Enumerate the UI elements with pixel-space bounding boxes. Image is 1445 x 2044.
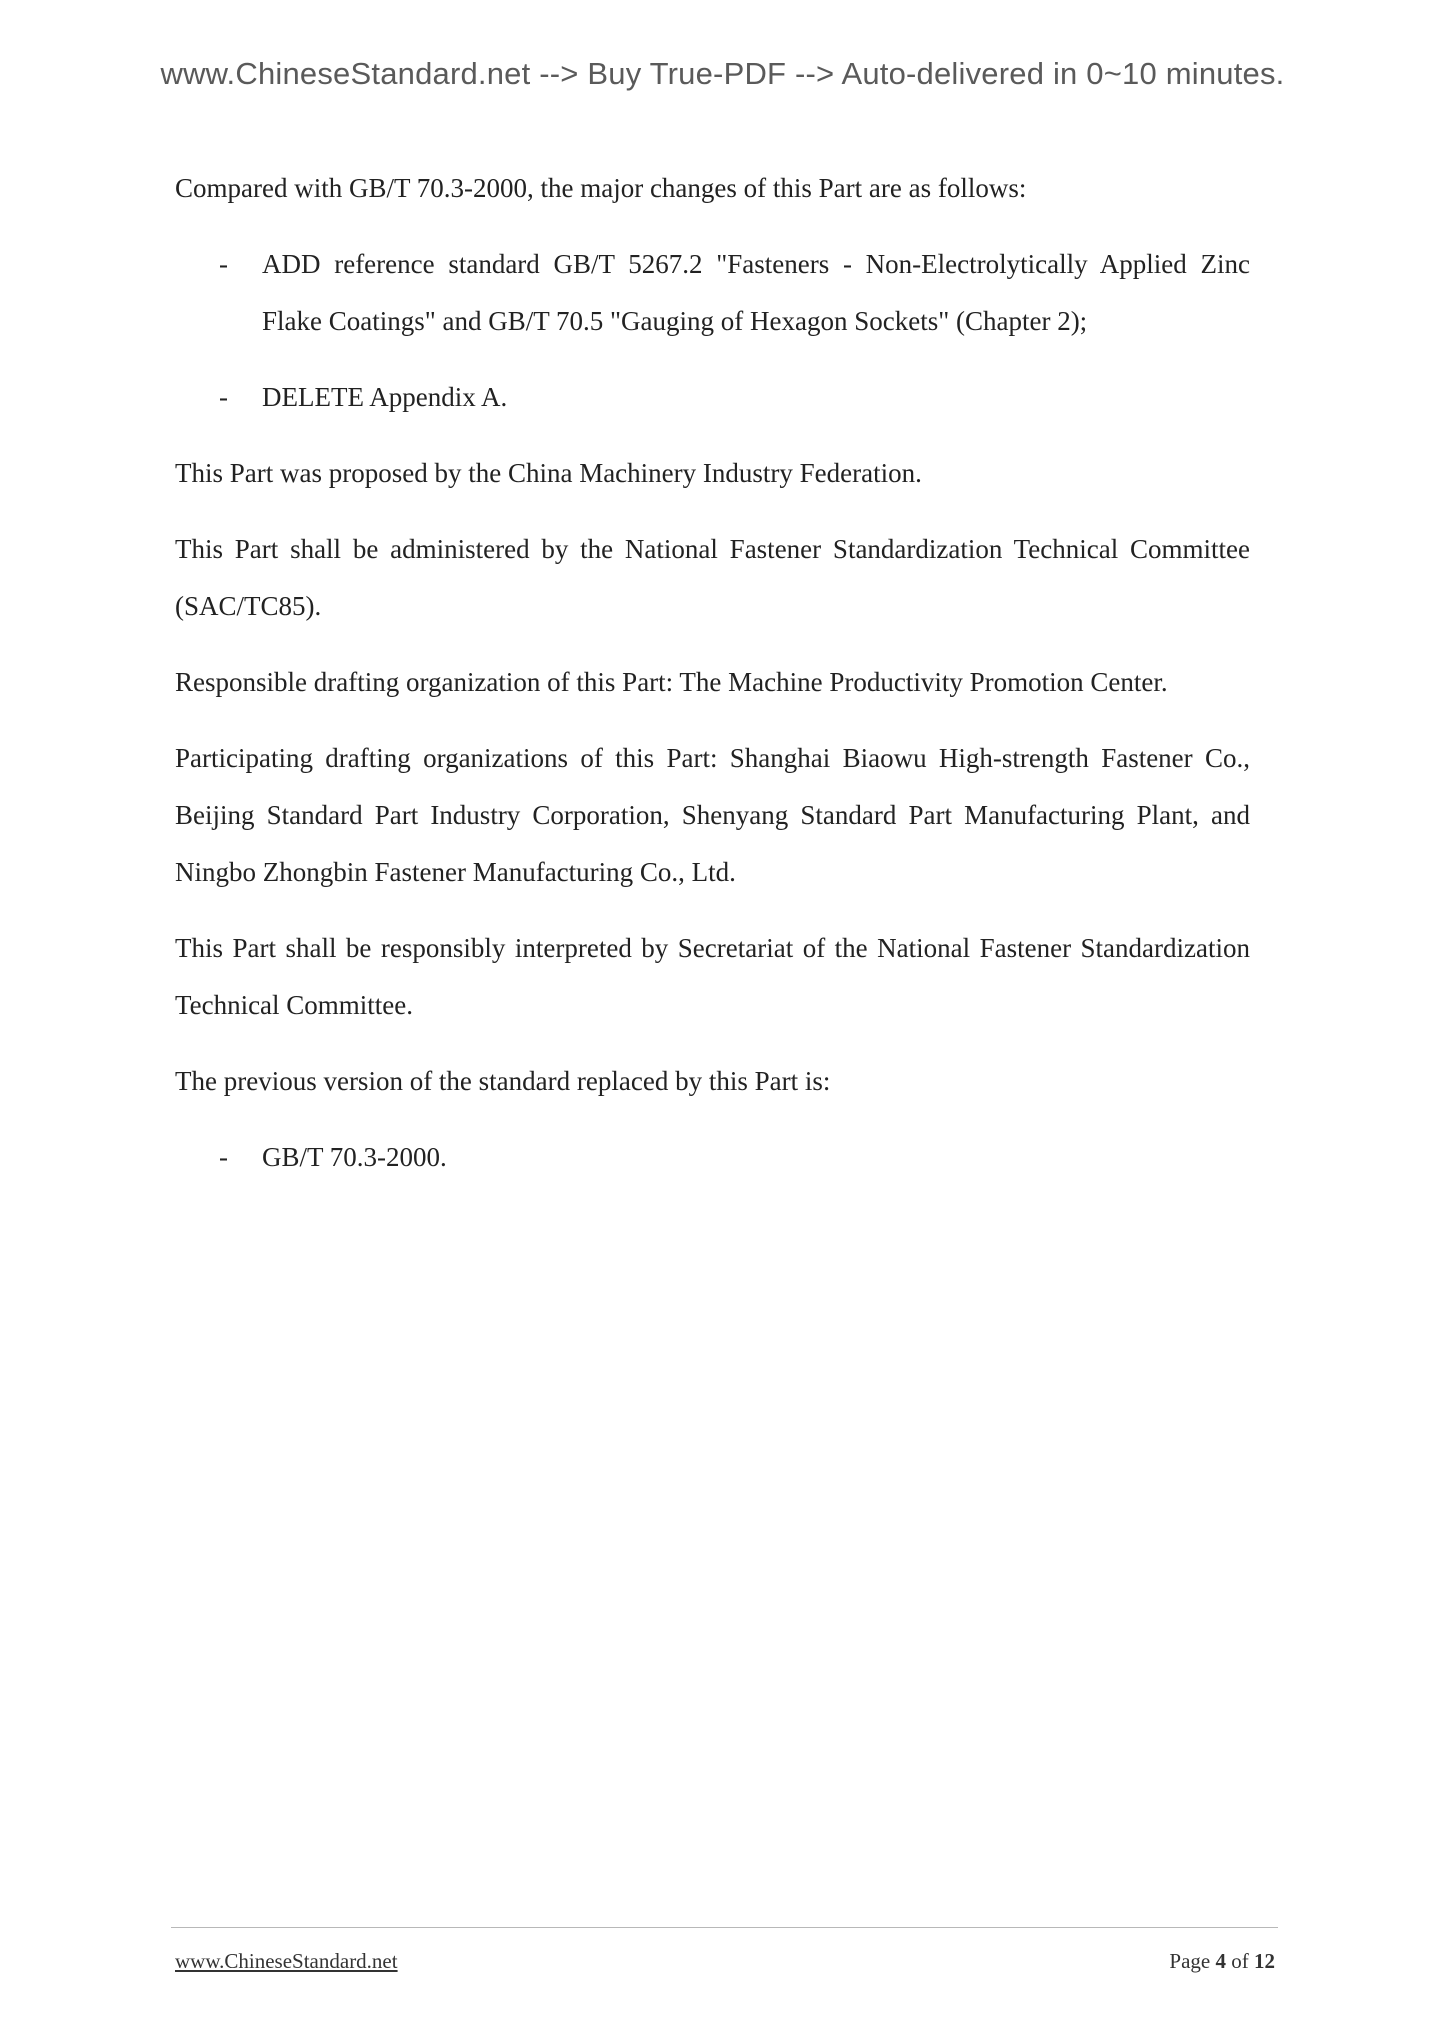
previous-version-intro: The previous version of the standard replaced by this Part is: xyxy=(175,1066,831,1096)
list-dash: - xyxy=(219,249,228,279)
proposed-paragraph: This Part was proposed by the China Machinery Industry Federation. xyxy=(175,458,922,488)
list-dash: - xyxy=(219,1142,228,1172)
change-list-item xyxy=(175,369,1250,426)
page-number xyxy=(1169,1949,1275,1974)
page-current: 4 xyxy=(1215,1949,1226,1973)
previous-version-item xyxy=(175,1129,1250,1186)
interpreted-paragraph: This Part shall be responsibly interpreted by Secretariat of the National Fastener Standardization Technical Committee. xyxy=(175,933,1250,1020)
responsible-paragraph: Responsible drafting organization of this Part: The Machine Productivity Promotion Center. xyxy=(175,667,1168,697)
document-body xyxy=(175,160,1250,1205)
list-dash: - xyxy=(219,382,228,412)
page-prefix: Page xyxy=(1169,1949,1211,1973)
footer-divider xyxy=(171,1927,1278,1928)
header-banner: www.ChineseStandard.net --> Buy True-PDF --> Auto-delivered in 0~10 minutes. xyxy=(160,56,1285,91)
change-text: DELETE Appendix A. xyxy=(262,382,508,412)
intro-paragraph: Compared with GB/T 70.3-2000, the major changes of this Part are as follows: xyxy=(175,173,1027,203)
page-of: of xyxy=(1231,1949,1249,1973)
change-text: ADD reference standard GB/T 5267.2 "Fasteners - Non-Electrolytically Applied Zinc Flake Coatings" and GB/T 70.5 "Gauging of Hexagon Sockets" (Chapter 2); xyxy=(262,249,1250,336)
footer-site-link[interactable]: www.ChineseStandard.net xyxy=(175,1949,398,1973)
participating-paragraph: Participating drafting organizations of this Part: Shanghai Biaowu High-strength Fastener Co., Beijing Standard Part Industry Corporation, Shenyang Standard Part Manufacturing Plant, and Ningbo Zhongbin Fastener Manufacturing Co., Ltd. xyxy=(175,743,1250,887)
administered-paragraph: This Part shall be administered by the National Fastener Standardization Technical Committee (SAC/TC85). xyxy=(175,534,1250,621)
change-list-item xyxy=(175,236,1250,350)
previous-version-text: GB/T 70.3-2000. xyxy=(262,1142,447,1172)
page-total: 12 xyxy=(1254,1949,1275,1973)
